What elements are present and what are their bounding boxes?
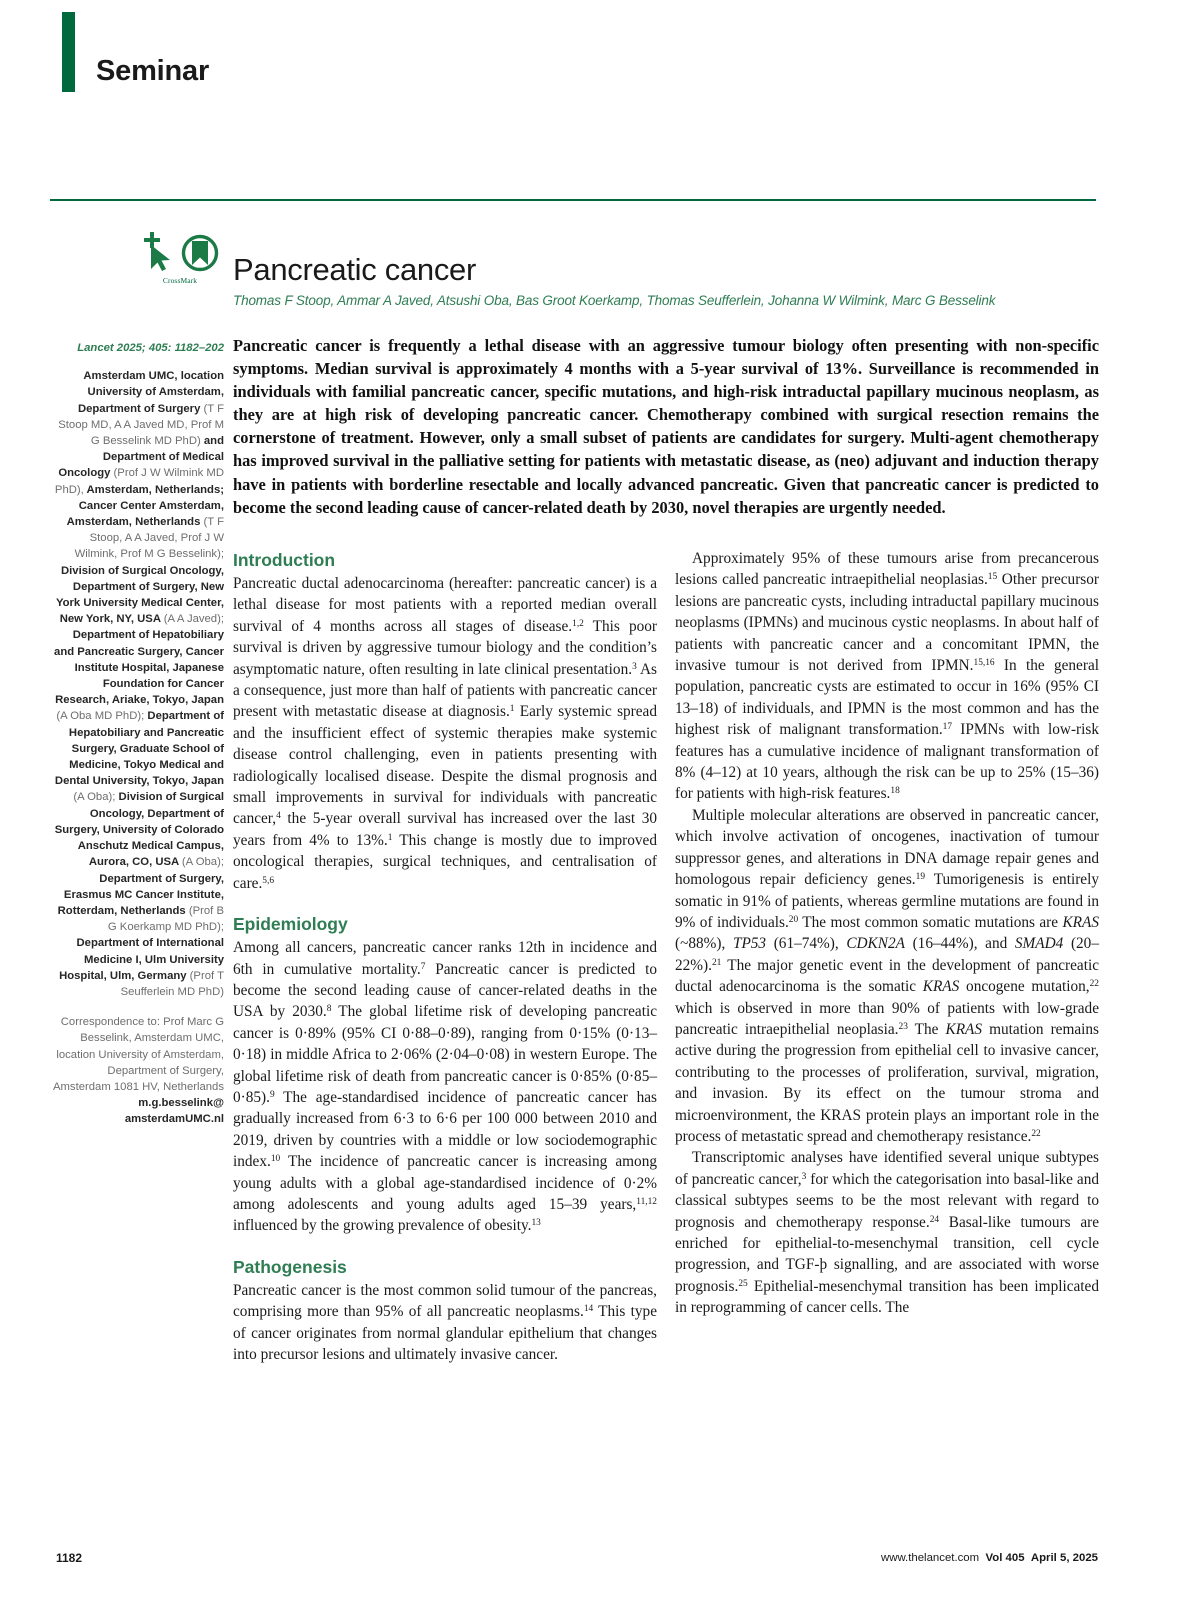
section-heading-epidemiology: Epidemiology <box>233 914 348 935</box>
abstract-summary: Pancreatic cancer is frequently a lethal disease with an aggressive tumour biology often presenting with non-specific symptoms. Median survival is approximately 4 months with a 5-year survival of 13%. Surveillance is recommended in individuals with familial pancreatic cancer, specific mutations, and high-risk intraductal papillary mucinous neoplasm, as they are at high risk of developing pancreatic cancer. Chemotherapy combined with surgical resection remains the cornerstone of treatment. However, only a small subset of patients are candidates for surgery. Multi-agent chemotherapy has improved survival in the palliative setting for patients with metastatic disease, as (neo) adjuvant and induction therapy have in patients with borderline resectable and locally advanced pancreatic. Given that pancreatic cancer is predicted to become the second leading cause of cancer-related death by 2030, novel therapies are urgently needed. <box>233 336 1099 517</box>
paragraph: Multiple molecular alterations are observed in pancreatic cancer, which involve activation of oncogenes, inactivation of tumour suppressor genes, and alterations in DNA damage repair genes and homologous repair deficiency genes.$^{19}$ Tumorigenesis is entirely somatic in 91% of patients, whereas germline mutations are found in 9% of individuals.$^{20}$ The most common somatic mutations are KRAS (~88%), TP53 (61–74%), CDKN2A (16–44%), and SMAD4 (20–22%).$^{21}$ The major genetic event in the development of pancreatic ductal adenocarcinoma is the somatic KRAS oncogene mutation,$^{22}$ which is observed in more than 90% of patients with low-grade pancreatic intraepithelial neoplasia.$^{23}$ The KRAS mutation remains active during the progression from epithelial cell to invasive cancer, contributing to the processes of proliferation, survival, migration, and invasion. By its effect on the tumour stroma and microenvironment, the KRAS protein plays an important role in the process of metastatic spread and chemotherapy resistance.$^{22}$ <box>675 806 1099 1145</box>
paragraph: Pancreatic ductal adenocarcinoma (hereafter: pancreatic cancer) is a lethal disease for most patients with a reported median overall survival of 4 months across all stages of disease.$^{1,2}$ This poor survival is driven by aggressive tumour biology and the condition’s asymptomatic nature, often resulting in late clinical presentation.$^3$ As a consequence, just more than half of patients with pancreatic cancer present with metastatic disease at diagnosis.$^1$ Early systemic spread and the insufficient effect of systemic therapies make systemic disease control challenging, even in patients presenting with radiologically localised disease. Despite the dismal prognosis and small improvements in survival for individuals with pancreatic cancer,$^4$ the 5-year overall survival has increased over the last 30 years from 4% to 13%.$^1$ This change is mostly due to improved oncological therapies, surgical techniques, and centralisation of care.$^{5,6}$ <box>233 575 658 892</box>
crossmark-label: CrossMark <box>162 276 198 285</box>
footer-date: April 5, 2025 <box>1030 1552 1098 1564</box>
crossmark-icon <box>138 228 222 278</box>
footer-website[interactable]: www.thelancet.com <box>881 1552 980 1564</box>
author-list: Thomas F Stoop, Ammar A Javed, Atsushi Oba, Bas Groot Koerkamp, Thomas Seufferlein, Johanna W Wilmink, Marc G Besselink <box>233 293 996 308</box>
affiliations-sidebar <box>52 340 224 1128</box>
footer-source <box>881 1552 1098 1564</box>
body-column-left <box>233 548 657 1365</box>
correspondence-block: Correspondence to: Prof Marc G Besselink, Amsterdam UMC, location University of Amsterdam, Department of Surgery, Amsterdam 1081 HV, Netherlands m.g.besselink@ amsterdamUMC.nl <box>52 1016 224 1126</box>
paragraph: Transcriptomic analyses have identified several unique subtypes of pancreatic cancer,$^3$ for which the categorisation into basal-like and classical subtypes seems to be the most relevant with regard to prognosis and chemotherapy response.$^{24}$ Basal-like tumours are enriched for epithelial-to-mesenchymal transition, cell cycle progression, and TGF-þ signalling, and are associated with worse prognosis.$^{25}$ Epithelial-mesenchymal transition has been implicated in reprogramming of cancer cells. The <box>675 1149 1100 1317</box>
footer-volume: Vol 405 <box>985 1552 1025 1564</box>
crossmark-logo[interactable] <box>138 228 222 290</box>
page-title: Pancreatic cancer <box>233 251 477 287</box>
affiliations-block: Amsterdam UMC, location University of Amsterdam, Department of Surgery (T F Stoop MD, A A Javed MD, Prof M G Besselink MD PhD) and Department of Medical Oncology (Prof J W Wilmink MD PhD), Amsterdam, Netherlands; Cancer Center Amsterdam, Amsterdam, Netherlands (T F Stoop, A A Javed, Prof J W Wilmink, Prof M G Besselink); Division of Surgical Oncology, Department of Surgery, New York University Medical Center, New York, NY, USA (A A Javed); Department of Hepatobiliary and Pancreatic Surgery, Cancer Institute Hospital, Japanese Foundation for Cancer Research, Ariake, Tokyo, Japan (A Oba MD PhD); Department of Hepatobiliary and Pancreatic Surgery, Graduate School of Medicine, Tokyo Medical and Dental University, Tokyo, Japan (A Oba); Division of Surgical Oncology, Department of Surgery, University of Colorado Anschutz Medical Campus, Aurora, CO, USA (A Oba); Department of Surgery, Erasmus MC Cancer Institute, Rotterdam, Netherlands (Prof B G Koerkamp MD PhD); Department of International Medicine I, Ulm University Hospital, Ulm, Germany (Prof T Seufferlein MD PhD) <box>54 370 224 998</box>
section-heading-pathogenesis: Pathogenesis <box>233 1256 347 1277</box>
citation-line: Lancet 2025; 405: 1182–202 <box>77 342 224 354</box>
paragraph: Pancreatic cancer is the most common solid tumour of the pancreas, comprising more than 95% of all pancreatic neoplasms.$^{14}$ This type of cancer originates from normal glandular epithelium that changes into precursor lesions and ultimately invasive cancer. <box>233 1281 657 1363</box>
header-divider-rule <box>50 199 1096 201</box>
paragraph: Among all cancers, pancreatic cancer ranks 12th in incidence and 6th in cumulative mortality.$^7$ Pancreatic cancer is predicted to become the second leading cause of cancer-related deaths in the USA by 2030.$^8$ The global lifetime risk of developing pancreatic cancer is 0·89% (95% CI 0·88–0·89), ranging from 0·15% (0·13–0·18) in middle Africa to 2·06% (2·04–0·08) in western Europe. The global lifetime risk of death from pancreatic cancer is 0·85% (0·85–0·85).$^9$ The age-standardised incidence of pancreatic cancer has gradually increased from 6·3 to 6·6 per 100 000 between 2010 and 2019, driven by countries with a middle or low sociodemographic index.$^{10}$ The incidence of pancreatic cancer is increasing among young adults with a global age-standardised incidence of 0·2% among adolescents and young adults aged 15–39 years,$^{11,12}$ influenced by the growing prevalence of obesity.$^{13}$ <box>233 939 657 1235</box>
masthead-label: Seminar <box>96 55 210 87</box>
section-heading-introduction: Introduction <box>233 550 336 570</box>
paragraph: Approximately 95% of these tumours arise from precancerous lesions called pancreatic intraepithelial neoplasias.$^{15}$ Other precursor lesions are pancreatic cysts, including intraductal papillary mucinous neoplasms (IPMNs) and mucinous cystic neoplasms. In about half of patients with pancreatic cancer and a concomitant IPMN, the invasive tumour is not derived from IPMN.$^{15,16}$ In the general population, pancreatic cysts are estimated to occur in 16% (95% CI 13–18) of individuals, and IPMN is the most common and has the highest risk of malignant transformation.$^{17}$ IPMNs with low-risk features has a cumulative incidence of malignant transformation of 8% (4–12) at 10 years, although the risk can be up to 25% (15–36) for patients with high-risk features.$^{18}$ <box>675 550 1099 803</box>
body-column-right <box>675 548 1099 1319</box>
footer-page-number: 1182 <box>56 1551 83 1565</box>
masthead-accent-bar <box>62 12 75 92</box>
masthead <box>0 0 1200 200</box>
